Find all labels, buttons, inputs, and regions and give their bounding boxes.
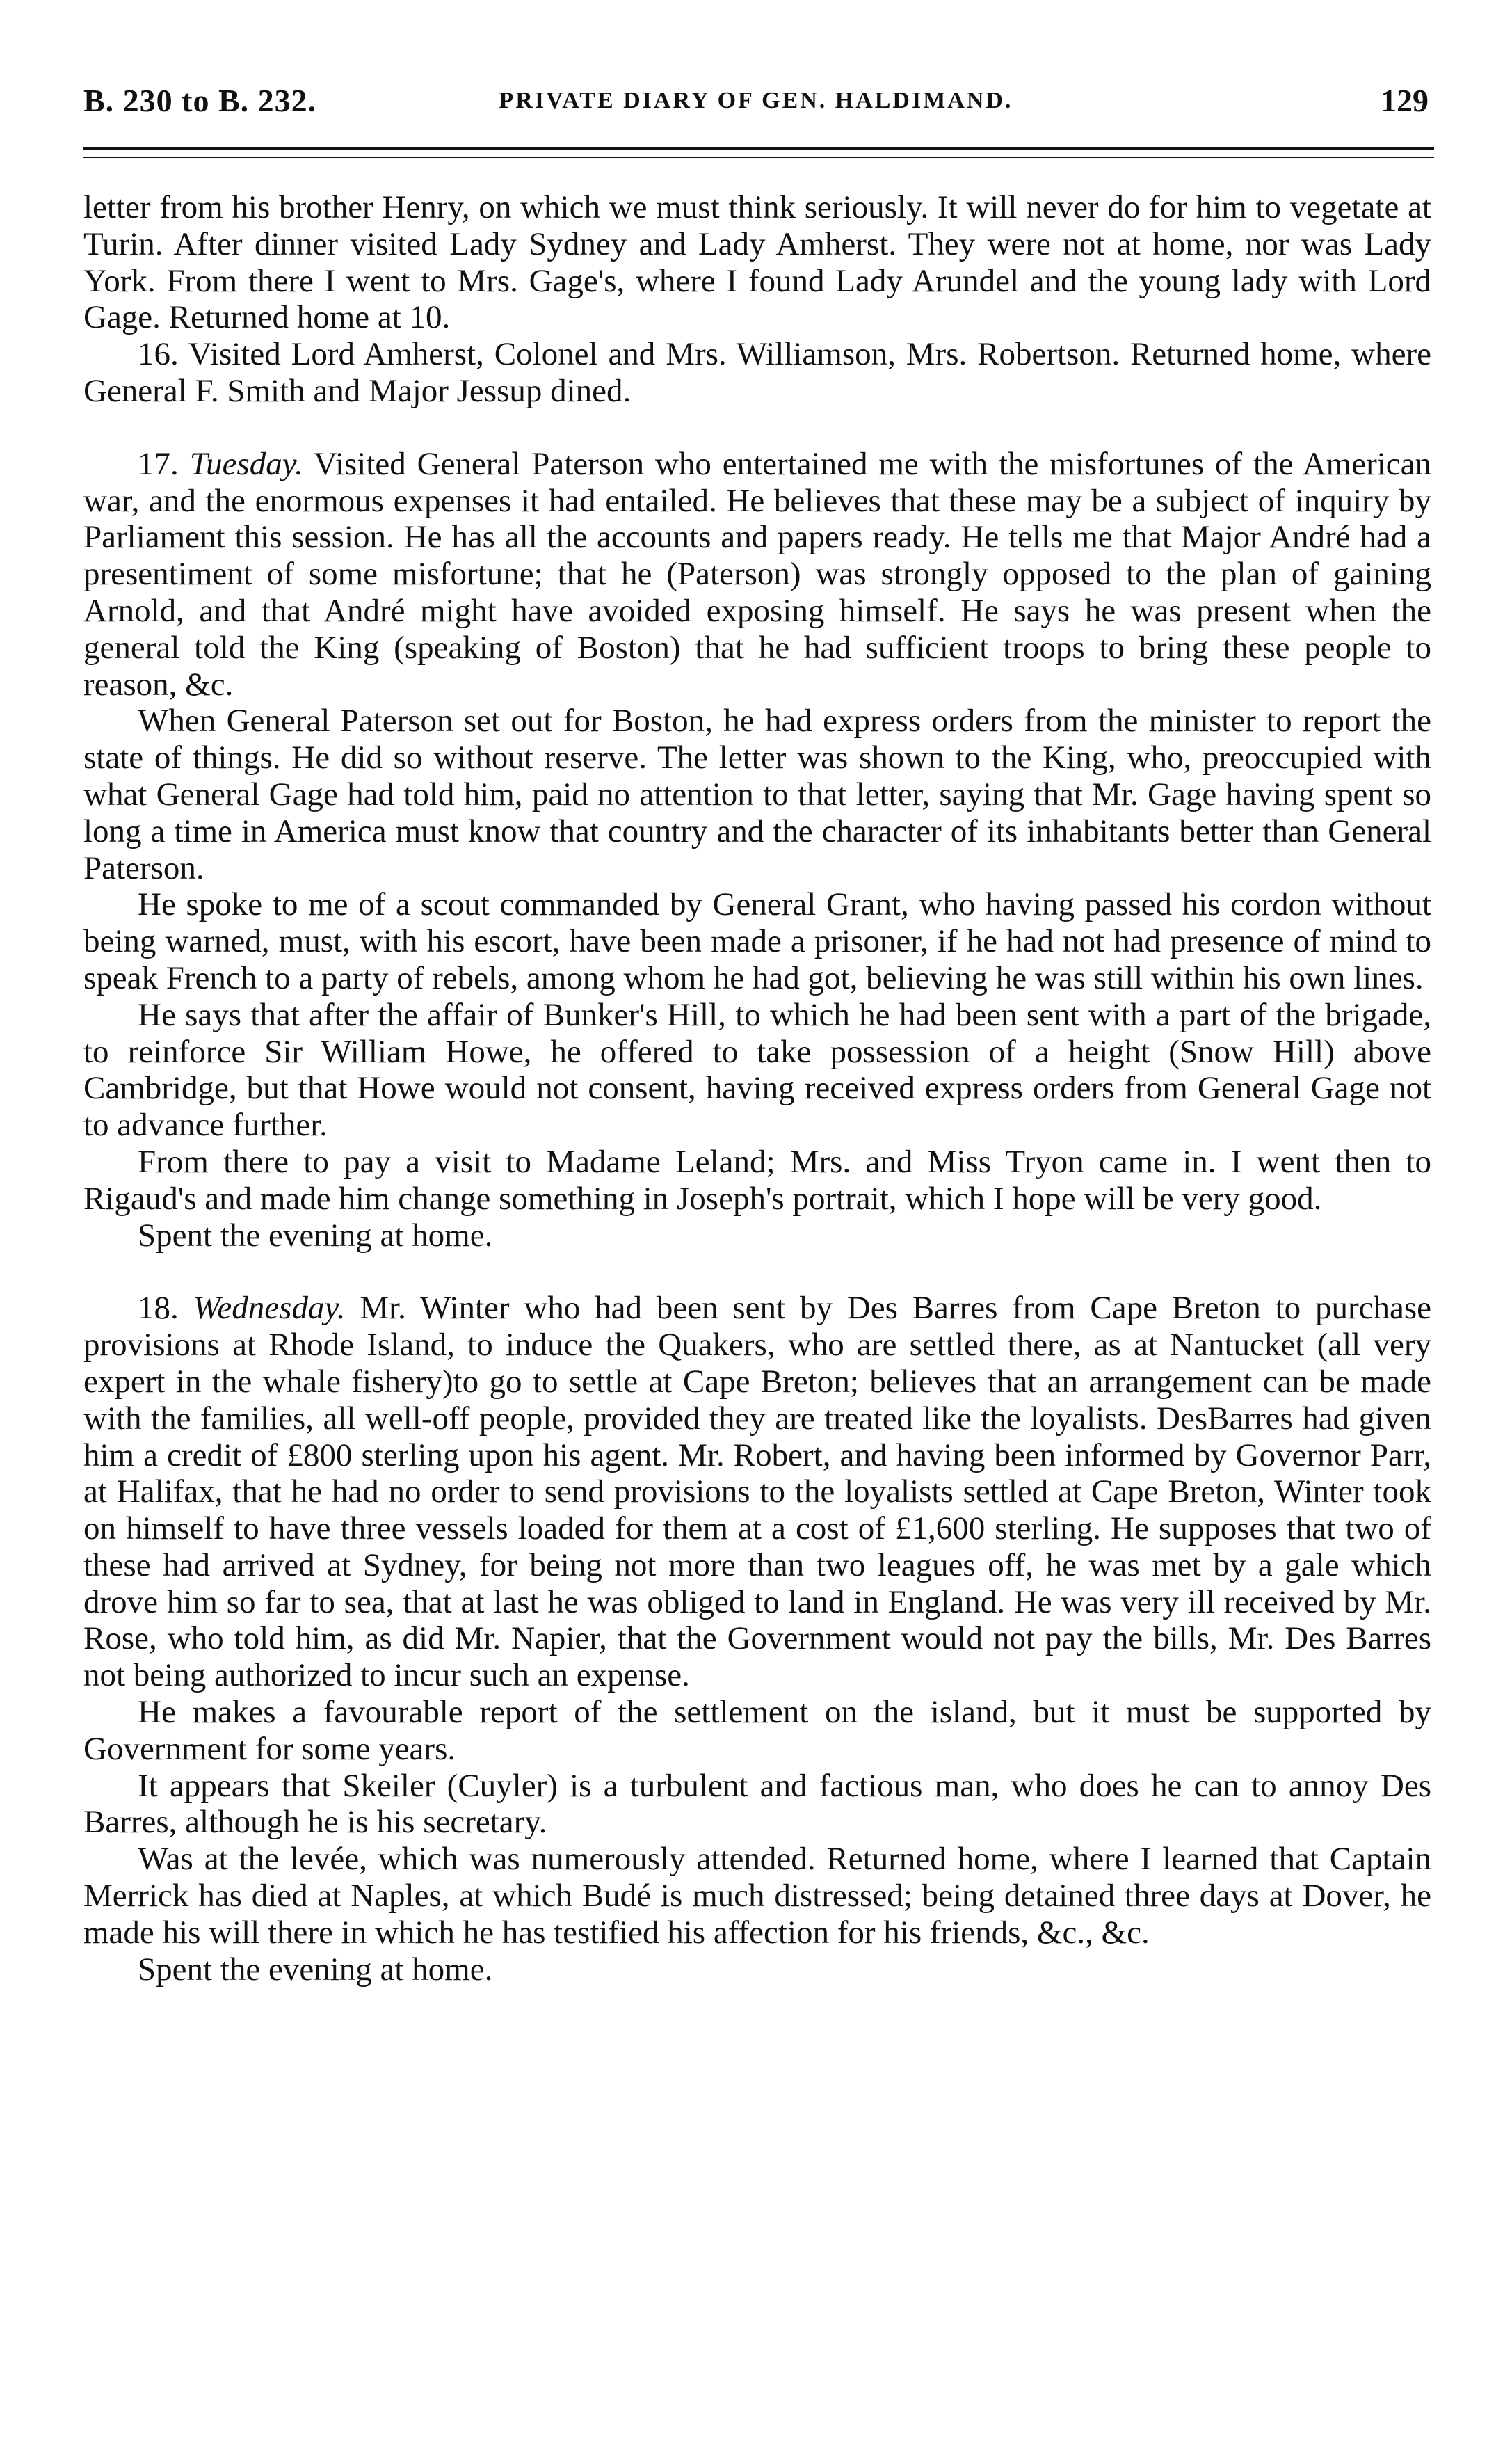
diary-paragraph: Spent the evening at home. bbox=[138, 1951, 493, 1988]
entry-weekday: Tuesday. bbox=[189, 445, 303, 482]
diary-paragraph: When General Paterson set out for Boston, he had express orders from the minister to report the state of things. He did so without reserve. The letter was shown to the King, who, preoccupied with what General Gage had told him, paid no attention to that letter, saying that Mr. Gage having spent so long a time in America must know that country and the character of its inhabitants better than General Paterson. bbox=[83, 703, 1431, 886]
diary-paragraph: Spent the evening at home. bbox=[138, 1217, 493, 1254]
entry-weekday: Wednesday. bbox=[193, 1290, 346, 1327]
diary-entry-16: 16. Visited Lord Amherst, Colonel and Mrs. Williamson, Mrs. Robertson. Returned home, where General F. Smith and Major Jessup dined. bbox=[83, 336, 1431, 409]
diary-entry-17: 17. Tuesday. Visited General Paterson who entertained me with the misfortunes of the American war, and the enormous expenses it had entailed. He believes that these may be a subject of inquiry by Parliament this session. He has all the accounts and papers ready. He tells me that Major André had a presentiment of some misfortune; that he (Paterson) was strongly opposed to the plan of gaining Arnold, and that André might have avoided exposing himself. He says he was present when the general told the King (speaking of Boston) that he had sufficient troops to bring these people to reason, &c. bbox=[83, 445, 1431, 703]
diary-paragraph: letter from his brother Henry, on which we must think seriously. It will never do for him to vegetate at Turin. After dinner visited Lady Sydney and Lady Amherst. They were not at home, nor was Lady York. From there I went to Mrs. Gage's, where I found Lady Arundel and the young lady with Lord Gage. Returned home at 10. bbox=[83, 189, 1431, 336]
running-head bbox=[83, 82, 1429, 124]
diary-entry-18: 18. Wednesday. Mr. Winter who had been sent by Des Barres from Cape Breton to purchase provisions at Rhode Island, to induce the Quakers, who are settled there, as at Nantucket (all very expert in the whale fishery)to go to settle at Cape Breton; believes that an arrangement can be made with the families, all well-off people, provided they are treated like the loyalists. DesBarres had given him a credit of £800 sterling upon his agent. Mr. Robert, and having been informed by Governor Parr, at Halifax, that he had no order to send provisions to the loyalists settled at Cape Breton, Winter took on himself to have three vessels loaded for them at a cost of £1,600 sterling. He supposes that two of these had arrived at Sydney, for being not more than two leagues off, he was met by a gale which drove him so far to sea, that at last he was obliged to land in England. He was very ill received by Mr. Rose, who told him, as did Mr. Napier, that the Government would not pay the bills, Mr. Des Barres not being authorized to incur such an expense. bbox=[83, 1290, 1432, 1694]
running-title: PRIVATE DIARY OF GEN. HALDIMAND. bbox=[499, 88, 1013, 113]
diary-paragraph: He spoke to me of a scout commanded by General Grant, who having passed his cordon without being warned, must, with his escort, have been made a prisoner, if he had not had presence of mind to speak French to a party of rebels, among whom he had got, believing he was still within his own lines. bbox=[83, 886, 1431, 996]
page-number: 129 bbox=[1381, 83, 1429, 118]
entry-number: 18. bbox=[138, 1290, 179, 1327]
header-rule bbox=[83, 147, 1434, 158]
diary-paragraph: He makes a favourable report of the settlement on the island, but it must be supported by Government for some years. bbox=[83, 1694, 1431, 1767]
diary-paragraph: He says that after the affair of Bunker's Hill, to which he had been sent with a part of the brigade, to reinforce Sir William Howe, he offered to take possession of a height (Snow Hill) above Cambridge, but that Howe would not consent, having received express orders from General Gage not to advance further. bbox=[83, 996, 1431, 1144]
entry-number: 16. bbox=[138, 336, 179, 373]
diary-text bbox=[83, 189, 1431, 1988]
diary-paragraph: Was at the levée, which was numerously attended. Returned home, where I learned that Captain Merrick has died at Naples, at which Budé is much distressed; being detained three days at Dover, he made his will there in which he has testified his affection for his friends, &c., &c. bbox=[83, 1841, 1431, 1951]
entry-number: 17. bbox=[138, 445, 179, 482]
diary-paragraph: It appears that Skeiler (Cuyler) is a turbulent and factious man, who does he can to annoy Des Barres, although he is his secretary. bbox=[83, 1767, 1431, 1841]
diary-paragraph: From there to pay a visit to Madame Leland; Mrs. and Miss Tryon came in. I went then to Rigaud's and made him change something in Joseph's portrait, which I hope will be very good. bbox=[83, 1143, 1431, 1217]
document-reference: B. 230 to B. 232. bbox=[83, 83, 317, 118]
